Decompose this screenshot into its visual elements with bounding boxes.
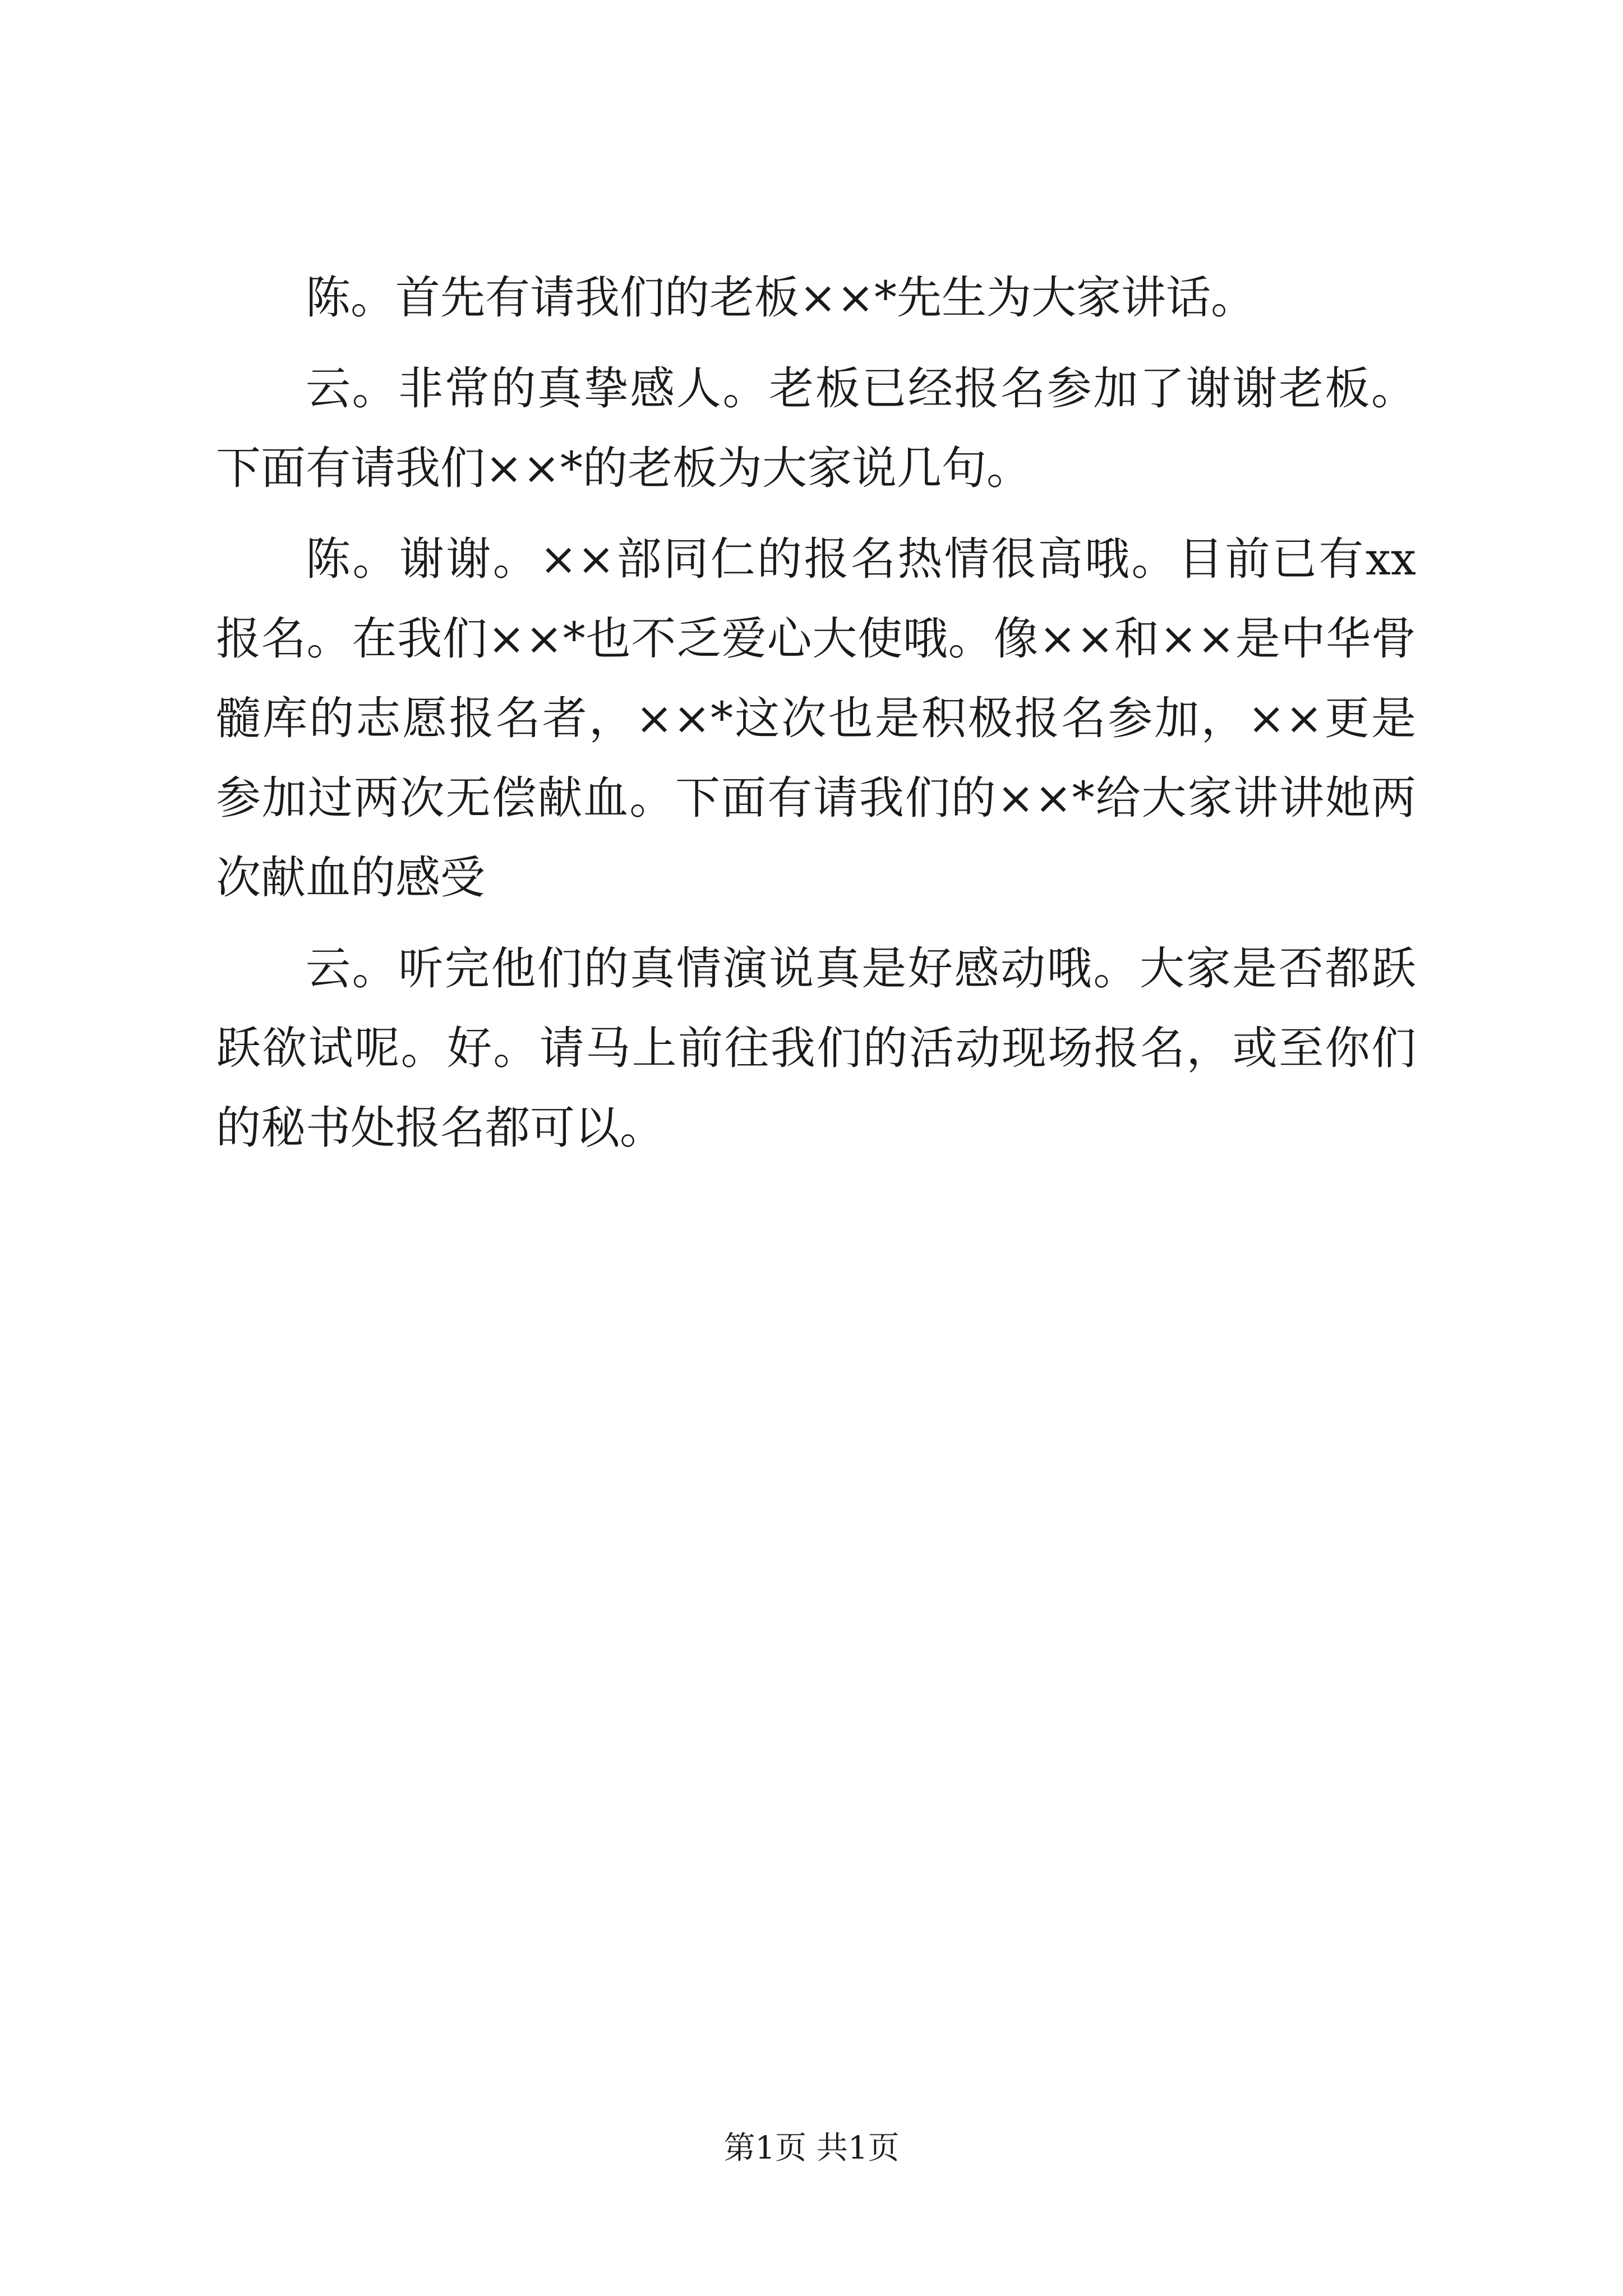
paragraph-2: 云。非常的真挚感人。老板已经报名参加了谢谢老板。下面有请我们××*的老板为大家说几句。 — [216, 362, 1416, 494]
paragraph-3: 陈。谢谢。××部同仁的报名热情很高哦。目前已有xx报名。在我们××*也不乏爱心大使哦。像××和××是中华骨髓库的志愿报名者，××*这次也是积极报名参加，××更是参加过两次无偿献血。下面有请我们的××*给大家讲讲她两次献血的感受 — [216, 533, 1416, 904]
paragraph-4: 云。听完他们的真情演说真是好感动哦。大家是否都跃跃欲试呢。好。请马上前往我们的活动现场报名，或至你们的秘书处报名都可以。 — [216, 942, 1416, 1154]
page-footer: 第1页 共1页 — [723, 2130, 900, 2166]
paragraph-1: 陈。首先有请我们的老板××*先生为大家讲话。 — [306, 272, 1256, 324]
document-body — [216, 258, 1416, 1179]
